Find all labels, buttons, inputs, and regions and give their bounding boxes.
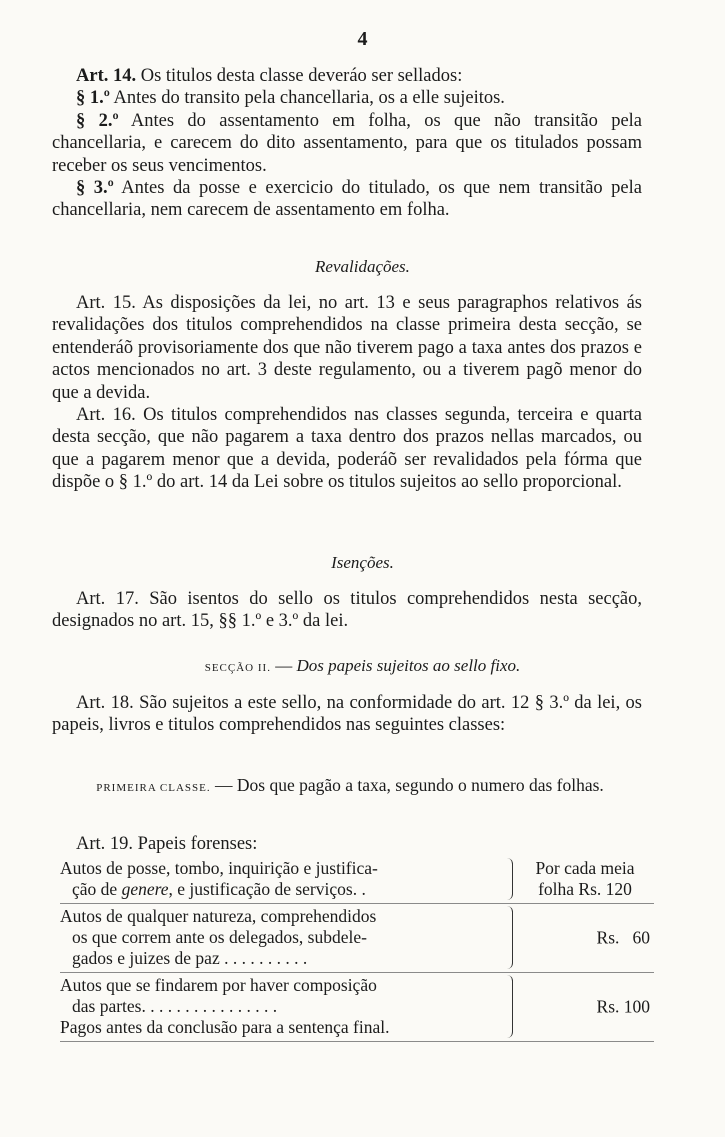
fee-3-line2: das partes. . . . . . . . . . . . . . . . xyxy=(72,996,278,1016)
primeira-classe-title xyxy=(60,775,640,799)
fee-row-3-description xyxy=(60,975,500,1038)
seccao-ii-title xyxy=(0,656,725,676)
fee-3-price: Rs. 100 xyxy=(596,996,650,1017)
article-15 xyxy=(52,292,642,404)
fee-1-line2 xyxy=(60,879,500,900)
art17-text: São isentos do sello os titulos comprehendidos nesta secção, designados no art. 15, §§ 1.º e 3.º da lei. xyxy=(52,589,642,632)
fee-1-price xyxy=(516,858,654,900)
art14-paragraph-3 xyxy=(52,177,642,222)
art19-title: Art. 19. Papeis forenses: xyxy=(76,834,258,854)
fee-2-price: Rs. 60 xyxy=(596,927,650,948)
fee-2-line2: os que correm ante os delegados, subdele- xyxy=(72,927,367,947)
fee-row-2-description xyxy=(60,906,500,969)
fee-row xyxy=(60,973,654,1042)
brace-icon xyxy=(506,975,513,1038)
art14-paragraph-1 xyxy=(52,87,642,109)
fee-1-price-line1: Por cada meia xyxy=(535,858,635,878)
art17-paragraph xyxy=(52,588,642,633)
art14-p3-text: Antes da posse e exercicio do titulado, os que nem transitão pela chancellaria, nem carecem de assentamento em folha. xyxy=(52,178,642,221)
art14-paragraph-2 xyxy=(52,110,642,177)
art14-p2-text: Antes do assentamento em folha, os que não transitão pela chancellaria, e carecem do dito assentamento, para que os titulados possam receber os seus vencimentos. xyxy=(52,110,643,176)
fee-1-line2-em: genere xyxy=(121,879,169,899)
art14-p3-label: § 3.º xyxy=(76,178,114,199)
fee-1-line2-post: , e justificação de serviços. . xyxy=(168,879,366,899)
art18-title: Art. 18. xyxy=(76,693,134,713)
seccao-dash: — xyxy=(270,656,297,675)
brace-icon xyxy=(506,858,513,900)
articles-15-16 xyxy=(52,292,642,494)
fee-2-line3: gados e juizes de paz . . . . . . . . . . xyxy=(72,948,308,968)
art14-p2-label: § 2.º xyxy=(76,110,119,131)
fee-3-line3: Pagos antes da conclusão para a sentença final. xyxy=(60,1017,390,1037)
fee-1-line2-pre: ção de xyxy=(72,879,122,899)
article-16 xyxy=(52,404,642,494)
art15-title: Art. 15. xyxy=(76,293,136,313)
art15-text: As disposições da lei, no art. 13 e seus paragraphos relativos ás revalidações dos titulos comprehendidos na classe primeira desta secção, se entenderáõ provisoriamente dos que não tiverem pago a taxa antes dos prazos e actos mencionados no art. 3 deste regulamento, ou a tiverem pagõ menor do que a devida. xyxy=(52,293,642,403)
primeira-classe-text: — Dos que pagão a taxa, segundo o numero das folhas. xyxy=(210,775,604,795)
article-14 xyxy=(52,65,642,222)
art14-p1-label: § 1.º xyxy=(76,88,110,109)
seccao-title: Dos papeis sujeitos ao sello fixo. xyxy=(296,656,521,675)
revalidacoes-heading: Revalidações. xyxy=(315,257,410,276)
fee-3-line1: Autos que se findarem por haver composição xyxy=(60,975,377,995)
article-18 xyxy=(52,692,642,737)
art14-intro xyxy=(52,65,642,87)
fee-2-line1: Autos de qualquer natureza, comprehendidos xyxy=(60,906,377,926)
seccao-label: SECÇÃO II. xyxy=(204,662,271,674)
fees-table xyxy=(60,856,654,1042)
art16-title: Art. 16. xyxy=(76,405,136,426)
fee-row-1-description xyxy=(60,858,500,900)
isencoes-heading: Isenções. xyxy=(331,553,394,572)
fee-1-price-line2: folha Rs. 120 xyxy=(538,879,632,899)
brace-icon xyxy=(506,906,513,969)
art17-title: Art. 17. xyxy=(76,589,139,609)
fee-row xyxy=(60,904,654,973)
art16-text: Os titulos comprehendidos nas classes segunda, terceira e quarta desta secção, que não pagarem a taxa dentro dos prazos nellas marcados, ou que a pagarem menor que a devida, poderáõ ser revalidados pela fórma que dispõe o § 1.º do art. 14 da Lei sobre os titulos sujeitos ao sello proporcional. xyxy=(52,405,642,493)
article-19 xyxy=(52,833,642,855)
art18-paragraph xyxy=(52,692,642,737)
fee-row xyxy=(60,856,654,904)
fee-1-line1: Autos de posse, tombo, inquirição e justifica- xyxy=(60,858,378,878)
page-number: 4 xyxy=(357,28,368,50)
primeira-classe-label: PRIMEIRA CLASSE. xyxy=(96,782,211,794)
art14-p1-text: Antes do transito pela chancellaria, os a elle sujeitos. xyxy=(109,88,505,109)
art14-title: Art. 14. xyxy=(76,66,137,86)
article-17 xyxy=(52,588,642,633)
art18-text: São sujeitos a este sello, na conformidade do art. 12 § 3.º da lei, os papeis, livros e titulos comprehendidos nas seguintes classes: xyxy=(52,693,642,736)
art14-text: Os titulos desta classe deveráo ser sellados: xyxy=(136,66,463,86)
